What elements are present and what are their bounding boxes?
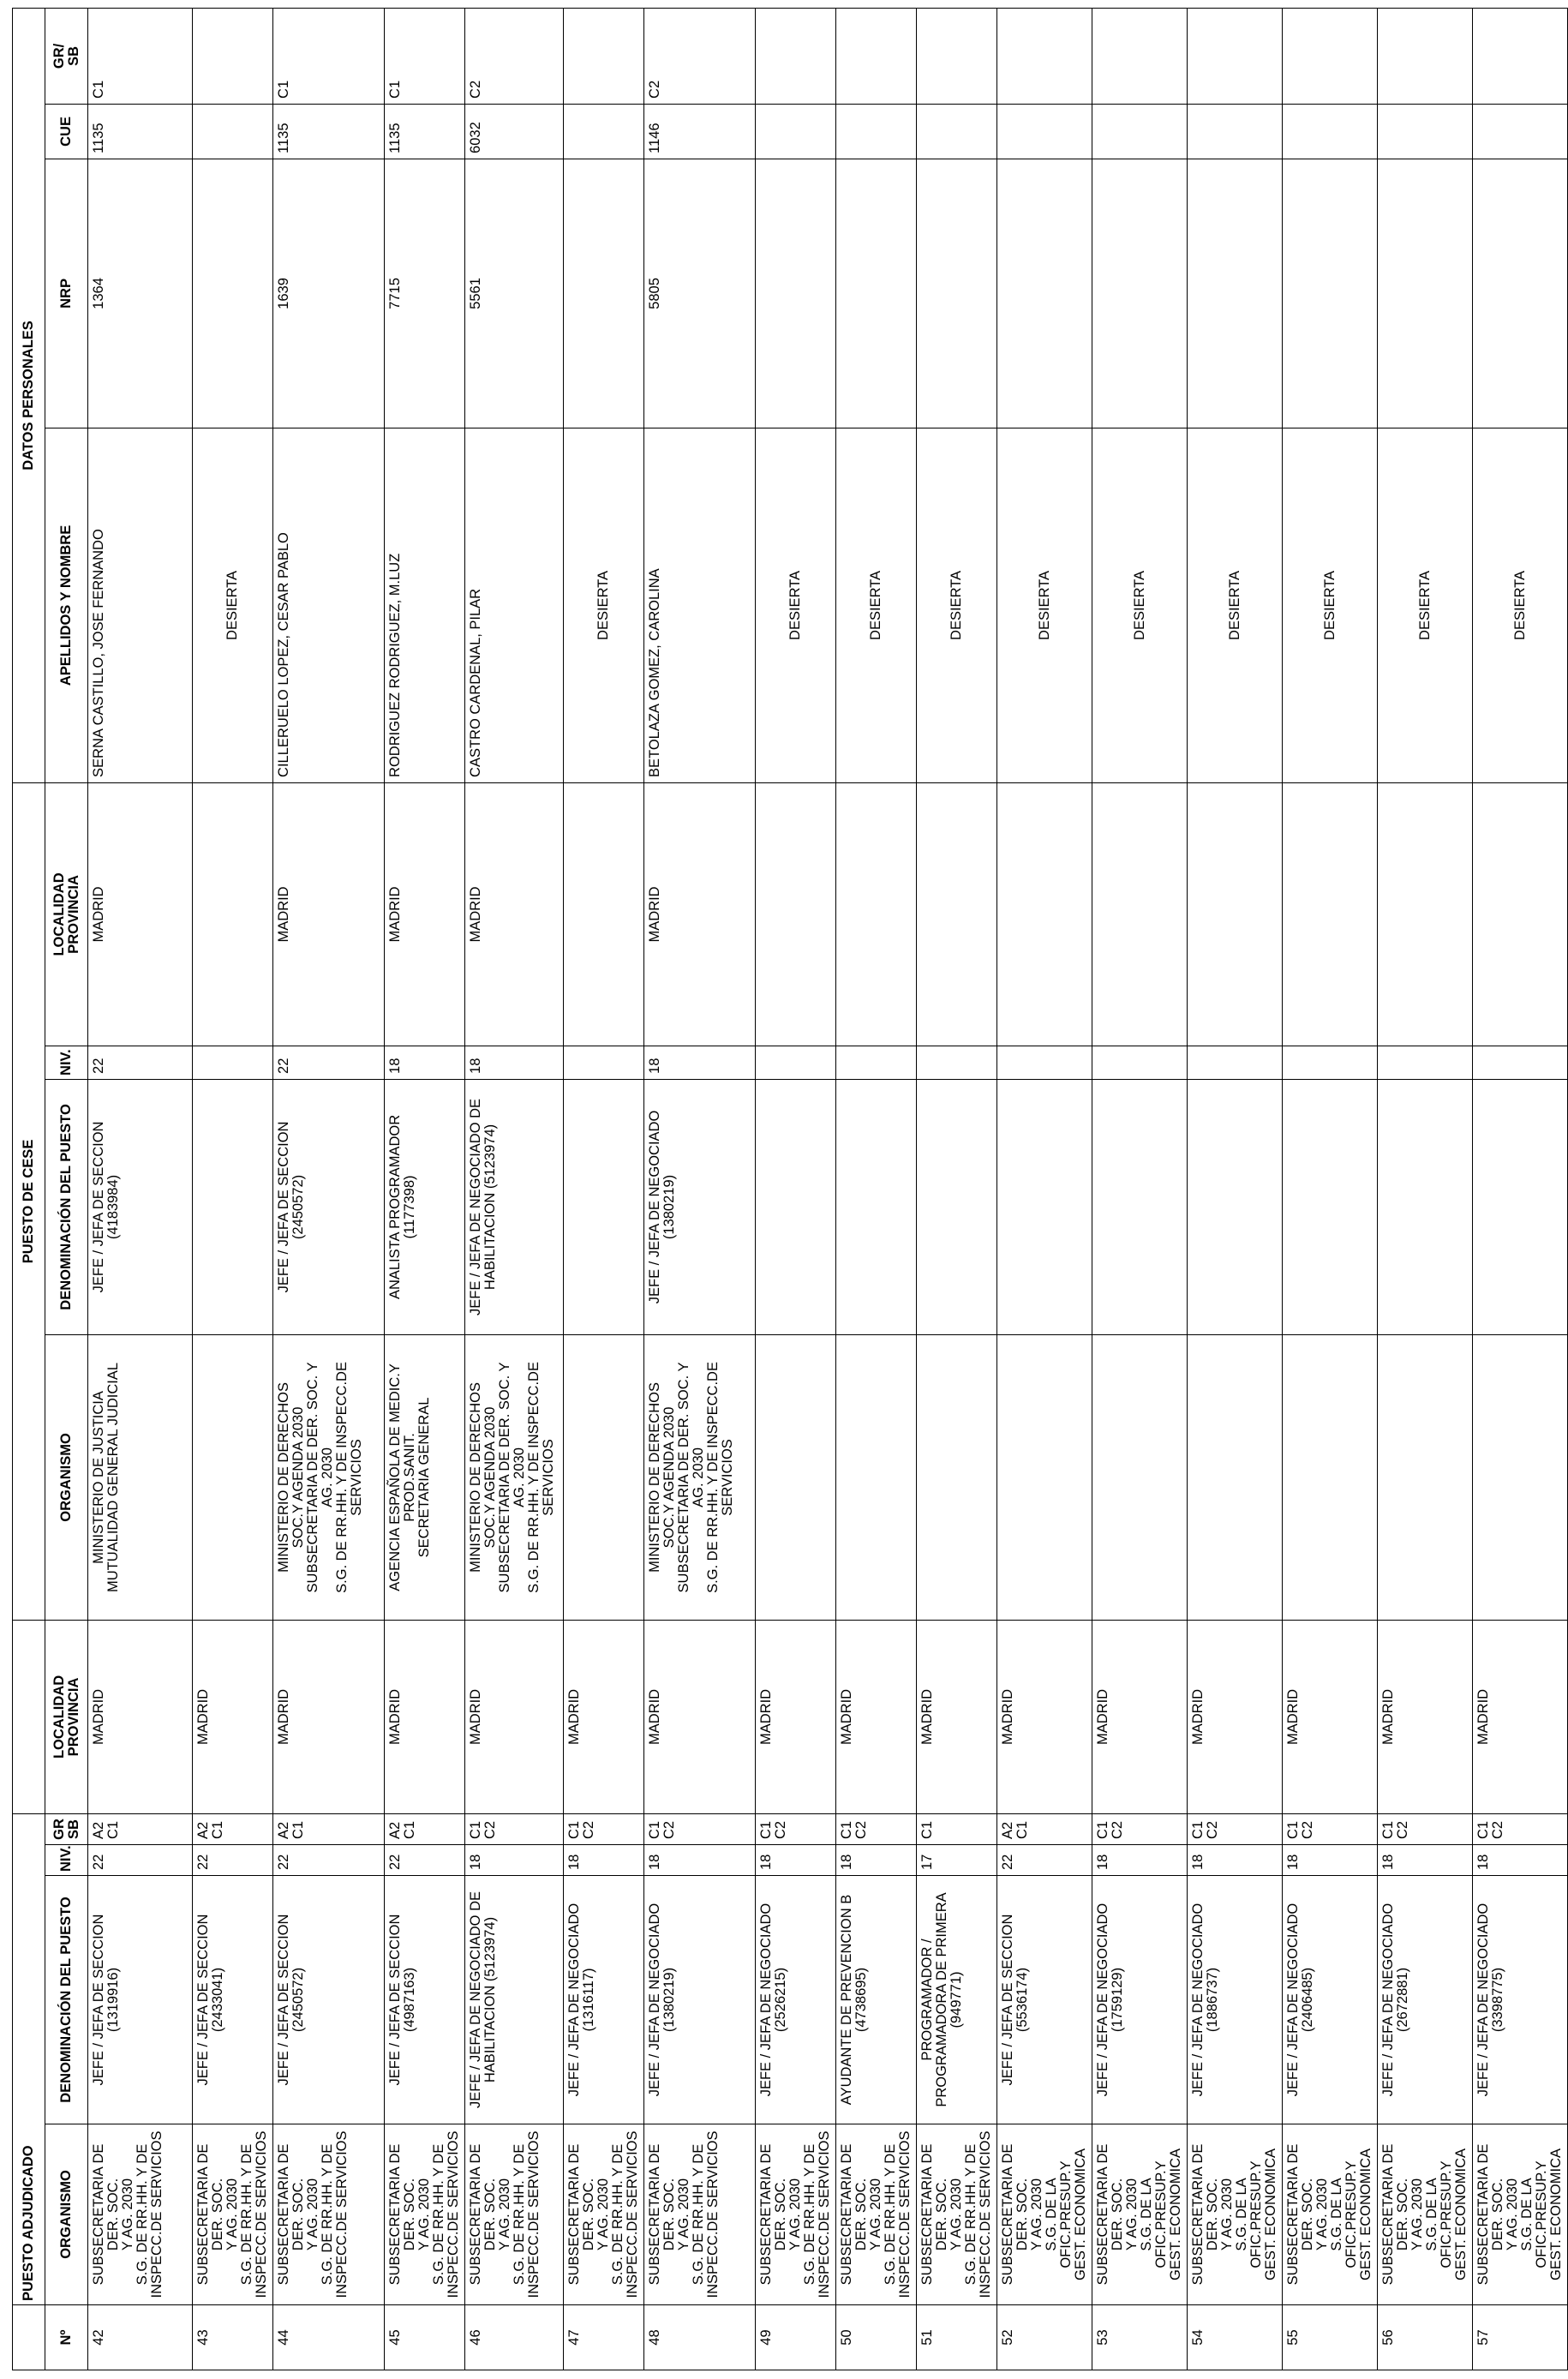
row-number: 54: [1188, 2305, 1283, 2370]
row-nivel-cese: [193, 1046, 273, 1079]
row-gr-sb-personal: C1: [88, 8, 193, 104]
row-number: 48: [644, 2305, 756, 2370]
row-number: 57: [1473, 2305, 1568, 2370]
row-localidad-cese: [1092, 782, 1188, 1046]
row-denominacion: JEFE / JEFA DE NEGOCIADO (1380219): [644, 1876, 756, 2124]
row-denominacion: JEFE / JEFA DE NEGOCIADO (3398775): [1473, 1876, 1568, 2124]
row-nivel: 22: [385, 1845, 465, 1876]
row-localidad: MADRID: [836, 1620, 917, 1813]
row-localidad-cese: [193, 782, 273, 1046]
row-apellidos-nombre: DESIERTA: [1473, 428, 1568, 782]
table-row: [836, 8, 917, 2370]
row-nivel: 18: [564, 1845, 644, 1876]
row-localidad: MADRID: [385, 1620, 465, 1813]
row-denominacion-cese: JEFE / JEFA DE SECCION (4183984): [88, 1079, 193, 1334]
row-number: 47: [564, 2305, 644, 2370]
row-cue: [997, 104, 1092, 159]
row-grupo-subgrupo: C1: [917, 1813, 997, 1844]
col-gr-sb: GR SB: [45, 1813, 88, 1844]
row-denominacion: JEFE / JEFA DE NEGOCIADO (1759129): [1092, 1876, 1188, 2124]
row-denominacion-cese: [193, 1079, 273, 1334]
row-nrp: [917, 159, 997, 428]
row-nivel-cese: [1378, 1046, 1473, 1079]
row-number: 44: [273, 2305, 385, 2370]
row-organismo-cese: MINISTERIO DE DERECHOS SOC.Y AGENDA 2030 SUBSECRETARIA DE DER. SOC. Y AG. 2030 S.G. DE RR.HH. Y DE INSPECC.DE SERVICIOS: [644, 1334, 756, 1620]
row-apellidos-nombre: CILLERUELO LOPEZ, CESAR PABLO: [273, 428, 385, 782]
row-organismo-cese: [917, 1334, 997, 1620]
row-apellidos-nombre: DESIERTA: [564, 428, 644, 782]
row-localidad-cese: [1283, 782, 1378, 1046]
row-nivel-cese: 22: [273, 1046, 385, 1079]
row-localidad-cese: [1473, 782, 1568, 1046]
header-puesto-cese: PUESTO DE CESE: [13, 782, 45, 1620]
row-denominacion: JEFE / JEFA DE NEGOCIADO (2672881): [1378, 1876, 1473, 2124]
row-localidad: MADRID: [917, 1620, 997, 1813]
table-row: [1473, 8, 1568, 2370]
row-localidad: MADRID: [1473, 1620, 1568, 1813]
row-localidad-cese: MADRID: [385, 782, 465, 1046]
row-number: 45: [385, 2305, 465, 2370]
row-cue: 6032: [465, 104, 564, 159]
row-nrp: 5561: [465, 159, 564, 428]
table-row: [385, 8, 465, 2370]
row-cue: 1135: [385, 104, 465, 159]
row-apellidos-nombre: DESIERTA: [997, 428, 1092, 782]
row-nrp: 1364: [88, 159, 193, 428]
row-apellidos-nombre: DESIERTA: [756, 428, 836, 782]
row-nivel: 17: [917, 1845, 997, 1876]
row-localidad-cese: [917, 782, 997, 1046]
row-gr-sb-personal: [1378, 8, 1473, 104]
row-cue: [1283, 104, 1378, 159]
row-organismo-cese: AGENCIA ESPAÑOLA DE MEDIC.Y PROD.SANIT. SECRETARIA GENERAL: [385, 1334, 465, 1620]
row-grupo-subgrupo: A2 C1: [997, 1813, 1092, 1844]
row-denominacion-cese: ANALISTA PROGRAMADOR (1177398): [385, 1079, 465, 1334]
row-nrp: 7715: [385, 159, 465, 428]
row-nivel: 22: [193, 1845, 273, 1876]
table-row: [88, 8, 193, 2370]
row-nivel: 18: [1188, 1845, 1283, 1876]
table-row: [917, 8, 997, 2370]
table-row: [756, 8, 836, 2370]
row-organismo: SUBSECRETARIA DE DER. SOC. Y AG. 2030 S.G. DE RR.HH. Y DE INSPECC.DE SERVICIOS: [917, 2124, 997, 2305]
row-gr-sb-personal: C1: [273, 8, 385, 104]
row-number: 43: [193, 2305, 273, 2370]
row-denominacion-cese: [836, 1079, 917, 1334]
col-organismo: ORGANISMO: [45, 2124, 88, 2305]
col-niv-cese: NIV.: [45, 1046, 88, 1079]
col-organismo-cese: ORGANISMO: [45, 1334, 88, 1620]
row-number: 55: [1283, 2305, 1378, 2370]
row-denominacion: AYUDANTE DE PREVENCION B (4738695): [836, 1876, 917, 2124]
row-localidad-cese: [756, 782, 836, 1046]
row-nrp: 5805: [644, 159, 756, 428]
col-localidad-cese: LOCALIDAD PROVINCIA: [45, 782, 88, 1046]
row-organismo-cese: [1378, 1334, 1473, 1620]
row-apellidos-nombre: SERNA CASTILLO, JOSE FERNANDO: [88, 428, 193, 782]
row-gr-sb-personal: [917, 8, 997, 104]
row-localidad: MADRID: [1092, 1620, 1188, 1813]
row-nrp: [1378, 159, 1473, 428]
row-denominacion-cese: JEFE / JEFA DE NEGOCIADO DE HABILITACION (5123974): [465, 1079, 564, 1334]
row-cue: [564, 104, 644, 159]
row-nrp: [193, 159, 273, 428]
row-organismo: SUBSECRETARIA DE DER. SOC. Y AG. 2030 S.G. DE RR.HH. Y DE INSPECC.DE SERVICIOS: [756, 2124, 836, 2305]
row-grupo-subgrupo: C1 C2: [644, 1813, 756, 1844]
row-nivel-cese: [564, 1046, 644, 1079]
row-organismo: SUBSECRETARIA DE DER. SOC. Y AG. 2030 S.G. DE RR.HH. Y DE INSPECC.DE SERVICIOS: [88, 2124, 193, 2305]
row-gr-sb-personal: C2: [644, 8, 756, 104]
row-number: 53: [1092, 2305, 1188, 2370]
row-localidad: MADRID: [1283, 1620, 1378, 1813]
row-nrp: [756, 159, 836, 428]
row-localidad: MADRID: [997, 1620, 1092, 1813]
table-row: [1283, 8, 1378, 2370]
row-gr-sb-personal: [564, 8, 644, 104]
row-cue: [193, 104, 273, 159]
row-denominacion-cese: [1283, 1079, 1378, 1334]
row-gr-sb-personal: [193, 8, 273, 104]
row-localidad: MADRID: [564, 1620, 644, 1813]
row-apellidos-nombre: RODRIGUEZ RODRIGUEZ, M.LUZ: [385, 428, 465, 782]
row-organismo: SUBSECRETARIA DE DER. SOC. Y AG. 2030 S.G. DE LA OFIC.PRESUP.Y GEST. ECONOMICA: [1473, 2124, 1568, 2305]
row-denominacion-cese: [756, 1079, 836, 1334]
row-cue: [836, 104, 917, 159]
row-localidad: MADRID: [756, 1620, 836, 1813]
row-organismo-cese: [193, 1334, 273, 1620]
row-denominacion: JEFE / JEFA DE NEGOCIADO (1316117): [564, 1876, 644, 2124]
row-grupo-subgrupo: C1 C2: [564, 1813, 644, 1844]
row-grupo-subgrupo: A2 C1: [385, 1813, 465, 1844]
row-nivel: 18: [1473, 1845, 1568, 1876]
row-organismo: SUBSECRETARIA DE DER. SOC. Y AG. 2030 S.G. DE RR.HH. Y DE INSPECC.DE SERVICIOS: [193, 2124, 273, 2305]
row-number: 56: [1378, 2305, 1473, 2370]
row-apellidos-nombre: DESIERTA: [1188, 428, 1283, 782]
table-row: [465, 8, 564, 2370]
table-row: [1092, 8, 1188, 2370]
row-nivel: 22: [88, 1845, 193, 1876]
row-grupo-subgrupo: C1 C2: [756, 1813, 836, 1844]
row-localidad: MADRID: [465, 1620, 564, 1813]
row-nivel-cese: [756, 1046, 836, 1079]
row-organismo: SUBSECRETARIA DE DER. SOC. Y AG. 2030 S.G. DE RR.HH. Y DE INSPECC.DE SERVICIOS: [465, 2124, 564, 2305]
row-organismo-cese: MINISTERIO DE JUSTICIA MUTUALIDAD GENERAL JUDICIAL: [88, 1334, 193, 1620]
row-localidad-cese: [836, 782, 917, 1046]
row-nivel-cese: 18: [465, 1046, 564, 1079]
row-nivel: 18: [1378, 1845, 1473, 1876]
row-nivel-cese: 22: [88, 1046, 193, 1079]
row-nivel-cese: [917, 1046, 997, 1079]
row-denominacion-cese: [1092, 1079, 1188, 1334]
header-spacer: [13, 2305, 45, 2370]
col-niv: NIV.: [45, 1845, 88, 1876]
row-nrp: [1283, 159, 1378, 428]
row-organismo: SUBSECRETARIA DE DER. SOC. Y AG. 2030 S.G. DE RR.HH. Y DE INSPECC.DE SERVICIOS: [273, 2124, 385, 2305]
row-denominacion: JEFE / JEFA DE SECCION (4987163): [385, 1876, 465, 2124]
row-localidad: MADRID: [193, 1620, 273, 1813]
row-grupo-subgrupo: C1 C2: [1378, 1813, 1473, 1844]
row-nivel: 18: [465, 1845, 564, 1876]
row-localidad-cese: [1188, 782, 1283, 1046]
table-row: [193, 8, 273, 2370]
row-nivel: 18: [836, 1845, 917, 1876]
row-grupo-subgrupo: C1 C2: [1092, 1813, 1188, 1844]
row-denominacion-cese: [1378, 1079, 1473, 1334]
row-localidad: MADRID: [1378, 1620, 1473, 1813]
row-gr-sb-personal: [756, 8, 836, 104]
row-denominacion: JEFE / JEFA DE SECCION (1319916): [88, 1876, 193, 2124]
col-cue: CUE: [45, 104, 88, 159]
row-denominacion-cese: [997, 1079, 1092, 1334]
row-denominacion-cese: [564, 1079, 644, 1334]
row-organismo-cese: [836, 1334, 917, 1620]
row-organismo: SUBSECRETARIA DE DER. SOC. Y AG. 2030 S.G. DE LA OFIC.PRESUP.Y GEST. ECONOMICA: [1092, 2124, 1188, 2305]
row-denominacion: JEFE / JEFA DE NEGOCIADO (2406485): [1283, 1876, 1378, 2124]
row-gr-sb-personal: [1473, 8, 1568, 104]
row-nivel: 18: [644, 1845, 756, 1876]
row-grupo-subgrupo: C1 C2: [1473, 1813, 1568, 1844]
row-cue: [1188, 104, 1283, 159]
row-organismo-cese: [1188, 1334, 1283, 1620]
row-cue: 1135: [88, 104, 193, 159]
row-grupo-subgrupo: A2 C1: [273, 1813, 385, 1844]
row-organismo: SUBSECRETARIA DE DER. SOC. Y AG. 2030 S.G. DE LA OFIC.PRESUP.Y GEST. ECONOMICA: [1283, 2124, 1378, 2305]
row-cue: [1378, 104, 1473, 159]
row-organismo-cese: MINISTERIO DE DERECHOS SOC.Y AGENDA 2030 SUBSECRETARIA DE DER. SOC. Y AG. 2030 S.G. DE RR.HH. Y DE INSPECC.DE SERVICIOS: [273, 1334, 385, 1620]
table-row: [1188, 8, 1283, 2370]
row-cue: 1135: [273, 104, 385, 159]
row-denominacion-cese: [917, 1079, 997, 1334]
row-grupo-subgrupo: C1 C2: [836, 1813, 917, 1844]
row-denominacion: JEFE / JEFA DE NEGOCIADO (2526215): [756, 1876, 836, 2124]
row-localidad-cese: MADRID: [88, 782, 193, 1046]
row-cue: [1092, 104, 1188, 159]
row-nivel-cese: [836, 1046, 917, 1079]
row-denominacion: JEFE / JEFA DE SECCION (2433041): [193, 1876, 273, 2124]
row-denominacion-cese: JEFE / JEFA DE NEGOCIADO (1380219): [644, 1079, 756, 1334]
row-localidad-cese: MADRID: [644, 782, 756, 1046]
col-denominacion: DENOMINACIÓN DEL PUESTO: [45, 1876, 88, 2124]
row-cue: [1473, 104, 1568, 159]
row-nivel: 22: [997, 1845, 1092, 1876]
row-nrp: 1639: [273, 159, 385, 428]
col-nrp: NRP: [45, 159, 88, 428]
row-number: 49: [756, 2305, 836, 2370]
row-number: 51: [917, 2305, 997, 2370]
row-localidad-cese: [1378, 782, 1473, 1046]
header-puesto-adjudicado: PUESTO ADJUDICADO: [13, 1813, 45, 2304]
col-num: Nº: [45, 2305, 88, 2370]
row-gr-sb-personal: [1092, 8, 1188, 104]
row-organismo: SUBSECRETARIA DE DER. SOC. Y AG. 2030 S.G. DE RR.HH. Y DE INSPECC.DE SERVICIOS: [564, 2124, 644, 2305]
row-grupo-subgrupo: C1 C2: [1188, 1813, 1283, 1844]
row-organismo-cese: [1092, 1334, 1188, 1620]
row-cue: 1146: [644, 104, 756, 159]
col-localidad: LOCALIDAD PROVINCIA: [45, 1620, 88, 1813]
row-gr-sb-personal: [836, 8, 917, 104]
row-denominacion: JEFE / JEFA DE NEGOCIADO (1886737): [1188, 1876, 1283, 2124]
row-organismo-cese: [997, 1334, 1092, 1620]
row-number: 52: [997, 2305, 1092, 2370]
table-row: [644, 8, 756, 2370]
row-organismo-cese: MINISTERIO DE DERECHOS SOC.Y AGENDA 2030 SUBSECRETARIA DE DER. SOC. Y AG. 2030 S.G. DE RR.HH. Y DE INSPECC.DE SERVICIOS: [465, 1334, 564, 1620]
row-apellidos-nombre: CASTRO CARDENAL, PILAR: [465, 428, 564, 782]
row-grupo-subgrupo: A2 C1: [88, 1813, 193, 1844]
row-organismo: SUBSECRETARIA DE DER. SOC. Y AG. 2030 S.G. DE RR.HH. Y DE INSPECC.DE SERVICIOS: [385, 2124, 465, 2305]
header-datos-personales: DATOS PERSONALES: [13, 8, 45, 782]
row-apellidos-nombre: DESIERTA: [1283, 428, 1378, 782]
row-organismo-cese: [756, 1334, 836, 1620]
row-grupo-subgrupo: C1 C2: [1283, 1813, 1378, 1844]
row-organismo: SUBSECRETARIA DE DER. SOC. Y AG. 2030 S.G. DE RR.HH. Y DE INSPECC.DE SERVICIOS: [644, 2124, 756, 2305]
row-apellidos-nombre: DESIERTA: [1378, 428, 1473, 782]
row-localidad: MADRID: [1188, 1620, 1283, 1813]
row-apellidos-nombre: BETOLAZA GOMEZ, CAROLINA: [644, 428, 756, 782]
row-nivel-cese: 18: [644, 1046, 756, 1079]
row-localidad-cese: MADRID: [465, 782, 564, 1046]
row-nrp: [1188, 159, 1283, 428]
row-denominacion: JEFE / JEFA DE SECCION (5536174): [997, 1876, 1092, 2124]
row-denominacion: JEFE / JEFA DE NEGOCIADO DE HABILITACION (5123974): [465, 1876, 564, 2124]
row-number: 50: [836, 2305, 917, 2370]
table-row: [997, 8, 1092, 2370]
row-nivel: 22: [273, 1845, 385, 1876]
row-grupo-subgrupo: A2 C1: [193, 1813, 273, 1844]
row-organismo: SUBSECRETARIA DE DER. SOC. Y AG. 2030 S.G. DE LA OFIC.PRESUP.Y GEST. ECONOMICA: [1188, 2124, 1283, 2305]
row-organismo-cese: [1473, 1334, 1568, 1620]
row-nrp: [997, 159, 1092, 428]
row-nivel-cese: [1188, 1046, 1283, 1079]
row-number: 42: [88, 2305, 193, 2370]
row-localidad-cese: [997, 782, 1092, 1046]
row-grupo-subgrupo: C1 C2: [465, 1813, 564, 1844]
row-nrp: [1473, 159, 1568, 428]
row-localidad: MADRID: [644, 1620, 756, 1813]
row-localidad: MADRID: [88, 1620, 193, 1813]
row-denominacion: PROGRAMADOR / PROGRAMADORA DE PRIMERA (949771): [917, 1876, 997, 2124]
row-cue: [917, 104, 997, 159]
row-gr-sb-personal: [1188, 8, 1283, 104]
row-nrp: [1092, 159, 1188, 428]
row-apellidos-nombre: DESIERTA: [917, 428, 997, 782]
row-nivel-cese: [1092, 1046, 1188, 1079]
col-gr-sb-personal: GR/ SB: [45, 8, 88, 104]
row-gr-sb-personal: C2: [465, 8, 564, 104]
row-localidad-cese: [564, 782, 644, 1046]
table-row: [1378, 8, 1473, 2370]
row-organismo: SUBSECRETARIA DE DER. SOC. Y AG. 2030 S.G. DE LA OFIC.PRESUP.Y GEST. ECONOMICA: [1378, 2124, 1473, 2305]
row-organismo-cese: [1283, 1334, 1378, 1620]
row-apellidos-nombre: DESIERTA: [1092, 428, 1188, 782]
row-nrp: [836, 159, 917, 428]
row-localidad-cese: MADRID: [273, 782, 385, 1046]
table-row: [564, 8, 644, 2370]
row-apellidos-nombre: DESIERTA: [836, 428, 917, 782]
table-row: [273, 8, 385, 2370]
row-gr-sb-personal: [1283, 8, 1378, 104]
row-nivel: 18: [1092, 1845, 1188, 1876]
row-cue: [756, 104, 836, 159]
row-organismo: SUBSECRETARIA DE DER. SOC. Y AG. 2030 S.G. DE LA OFIC.PRESUP.Y GEST. ECONOMICA: [997, 2124, 1092, 2305]
col-apellidos-nombre: APELLIDOS Y NOMBRE: [45, 428, 88, 782]
row-denominacion-cese: [1473, 1079, 1568, 1334]
row-nivel-cese: [1473, 1046, 1568, 1079]
row-denominacion-cese: JEFE / JEFA DE SECCION (2450572): [273, 1079, 385, 1334]
table-body: [88, 8, 1568, 2370]
row-nivel: 18: [756, 1845, 836, 1876]
row-apellidos-nombre: DESIERTA: [193, 428, 273, 782]
row-nivel-cese: 18: [385, 1046, 465, 1079]
row-denominacion-cese: [1188, 1079, 1283, 1334]
row-gr-sb-personal: [997, 8, 1092, 104]
resolution-table: [12, 8, 1568, 2370]
row-organismo-cese: [564, 1334, 644, 1620]
row-localidad: MADRID: [273, 1620, 385, 1813]
row-nrp: [564, 159, 644, 428]
row-nivel-cese: [1283, 1046, 1378, 1079]
row-denominacion: JEFE / JEFA DE SECCION (2450572): [273, 1876, 385, 2124]
row-number: 46: [465, 2305, 564, 2370]
row-nivel-cese: [997, 1046, 1092, 1079]
row-nivel: 18: [1283, 1845, 1378, 1876]
col-denominacion-cese: DENOMINACIÓN DEL PUESTO: [45, 1079, 88, 1334]
row-organismo: SUBSECRETARIA DE DER. SOC. Y AG. 2030 S.G. DE RR.HH. Y DE INSPECC.DE SERVICIOS: [836, 2124, 917, 2305]
row-gr-sb-personal: C1: [385, 8, 465, 104]
